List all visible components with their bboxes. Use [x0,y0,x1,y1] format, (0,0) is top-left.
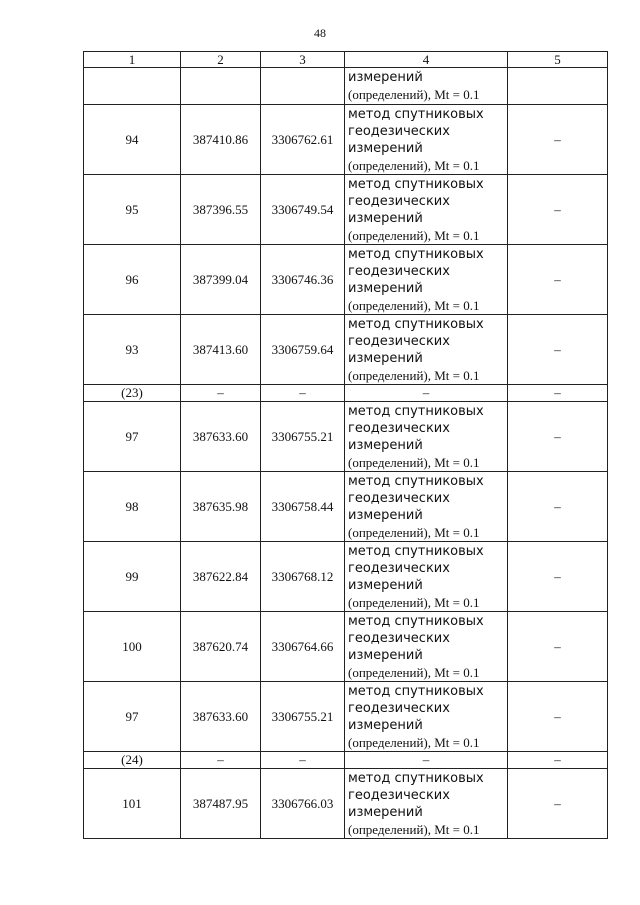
y-coordinate-cell: 3306746.36 [261,245,345,315]
method-line: (определений), Mt = 0.1 [348,227,480,243]
method-cell [345,472,508,542]
method-line: измерений [348,350,423,366]
method-line: (определений), Mt = 0.1 [348,87,480,102]
method-line: геодезических [348,420,450,436]
method-line: геодезических [348,193,450,209]
column-5-cell: – [508,472,608,542]
x-coordinate-cell: 387633.60 [181,402,261,472]
method-cell [345,105,508,175]
header-cell-1: 1 [84,52,181,68]
column-5-cell: – [508,245,608,315]
method-line: метод спутниковых [348,473,484,489]
header-row [84,52,608,68]
method-line: (определений), Mt = 0.1 [348,297,480,313]
method-line: геодезических [348,630,450,646]
x-coordinate-cell: 387635.98 [181,472,261,542]
y-coordinate-cell: 3306766.03 [261,769,345,839]
method-line: геодезических [348,560,450,576]
x-coordinate-cell: 387622.84 [181,542,261,612]
column-5-cell: – [508,752,608,769]
table-body [84,52,608,839]
method-line: геодезических [348,123,450,139]
column-5-cell: – [508,682,608,752]
continuation-method-cell [345,68,508,105]
table-row [84,472,608,542]
point-number-cell: (23) [84,385,181,402]
header-cell-2: 2 [181,52,261,68]
method-line: метод спутниковых [348,543,484,559]
continuation-cell-3 [261,68,345,105]
y-coordinate-cell: 3306764.66 [261,612,345,682]
method-line: (определений), Mt = 0.1 [348,454,480,470]
table-row [84,105,608,175]
method-line: (определений), Mt = 0.1 [348,367,480,383]
column-5-cell: – [508,402,608,472]
x-coordinate-cell: 387399.04 [181,245,261,315]
header-cell-4: 4 [345,52,508,68]
group-separator-row [84,385,608,402]
method-line: метод спутниковых [348,613,484,629]
header-cell-5: 5 [508,52,608,68]
point-number-cell: 99 [84,542,181,612]
method-line: измерений [348,210,423,226]
method-line: метод спутниковых [348,770,484,786]
table-row [84,315,608,385]
method-line: измерений [348,577,423,593]
x-coordinate-cell: 387633.60 [181,682,261,752]
method-line: геодезических [348,787,450,803]
header-cell-3: 3 [261,52,345,68]
column-5-cell: – [508,612,608,682]
page-number: 48 [314,26,326,40]
table-row [84,542,608,612]
x-coordinate-cell: 387413.60 [181,315,261,385]
x-coordinate-cell: – [181,385,261,402]
method-line: измерений [348,70,423,85]
method-line: измерений [348,804,423,820]
method-line: метод спутниковых [348,246,484,262]
x-coordinate-cell: – [181,752,261,769]
method-cell [345,682,508,752]
x-coordinate-cell: 387620.74 [181,612,261,682]
column-5-cell: – [508,175,608,245]
method-cell [345,542,508,612]
method-line: геодезических [348,333,450,349]
method-line: (определений), Mt = 0.1 [348,594,480,610]
y-coordinate-cell: 3306768.12 [261,542,345,612]
continuation-cell-2 [181,68,261,105]
method-cell: – [345,752,508,769]
method-line: (определений), Mt = 0.1 [348,157,480,173]
method-cell [345,769,508,839]
point-number-cell: 100 [84,612,181,682]
point-number-cell: 95 [84,175,181,245]
continuation-cell-1 [84,68,181,105]
method-line: измерений [348,437,423,453]
method-line: метод спутниковых [348,403,484,419]
table-row [84,769,608,839]
point-number-cell: 96 [84,245,181,315]
point-number-cell: 93 [84,315,181,385]
method-line: измерений [348,647,423,663]
coordinates-table [83,51,608,839]
y-coordinate-cell: 3306762.61 [261,105,345,175]
point-number-cell: 98 [84,472,181,542]
method-line: метод спутниковых [348,176,484,192]
method-line: геодезических [348,700,450,716]
column-5-cell: – [508,385,608,402]
method-line: метод спутниковых [348,106,484,122]
y-coordinate-cell: 3306749.54 [261,175,345,245]
method-cell [345,315,508,385]
point-number-cell: 97 [84,682,181,752]
table-row [84,402,608,472]
y-coordinate-cell: – [261,385,345,402]
method-cell [345,175,508,245]
method-line: геодезических [348,263,450,279]
y-coordinate-cell: 3306758.44 [261,472,345,542]
method-line: (определений), Mt = 0.1 [348,734,480,750]
method-line: (определений), Mt = 0.1 [348,664,480,680]
y-coordinate-cell: 3306755.21 [261,402,345,472]
column-5-cell: – [508,315,608,385]
method-line: измерений [348,507,423,523]
y-coordinate-cell: 3306755.21 [261,682,345,752]
table-row [84,612,608,682]
point-number-cell: 97 [84,402,181,472]
point-number-cell: 94 [84,105,181,175]
group-separator-row [84,752,608,769]
method-line: измерений [348,280,423,296]
x-coordinate-cell: 387410.86 [181,105,261,175]
method-line: измерений [348,140,423,156]
column-5-cell: – [508,542,608,612]
table-row [84,175,608,245]
point-number-cell: (24) [84,752,181,769]
column-5-cell: – [508,105,608,175]
method-cell [345,402,508,472]
method-cell [345,612,508,682]
continuation-cell-5 [508,68,608,105]
method-line: метод спутниковых [348,683,484,699]
y-coordinate-cell: – [261,752,345,769]
y-coordinate-cell: 3306759.64 [261,315,345,385]
method-line: метод спутниковых [348,316,484,332]
x-coordinate-cell: 387487.95 [181,769,261,839]
method-line: (определений), Mt = 0.1 [348,821,480,837]
continuation-row [84,68,608,105]
point-number-cell: 101 [84,769,181,839]
column-5-cell: – [508,769,608,839]
method-cell: – [345,385,508,402]
table-row [84,682,608,752]
method-cell [345,245,508,315]
method-line: (определений), Mt = 0.1 [348,524,480,540]
table-row [84,245,608,315]
method-line: измерений [348,717,423,733]
x-coordinate-cell: 387396.55 [181,175,261,245]
method-line: геодезических [348,490,450,506]
